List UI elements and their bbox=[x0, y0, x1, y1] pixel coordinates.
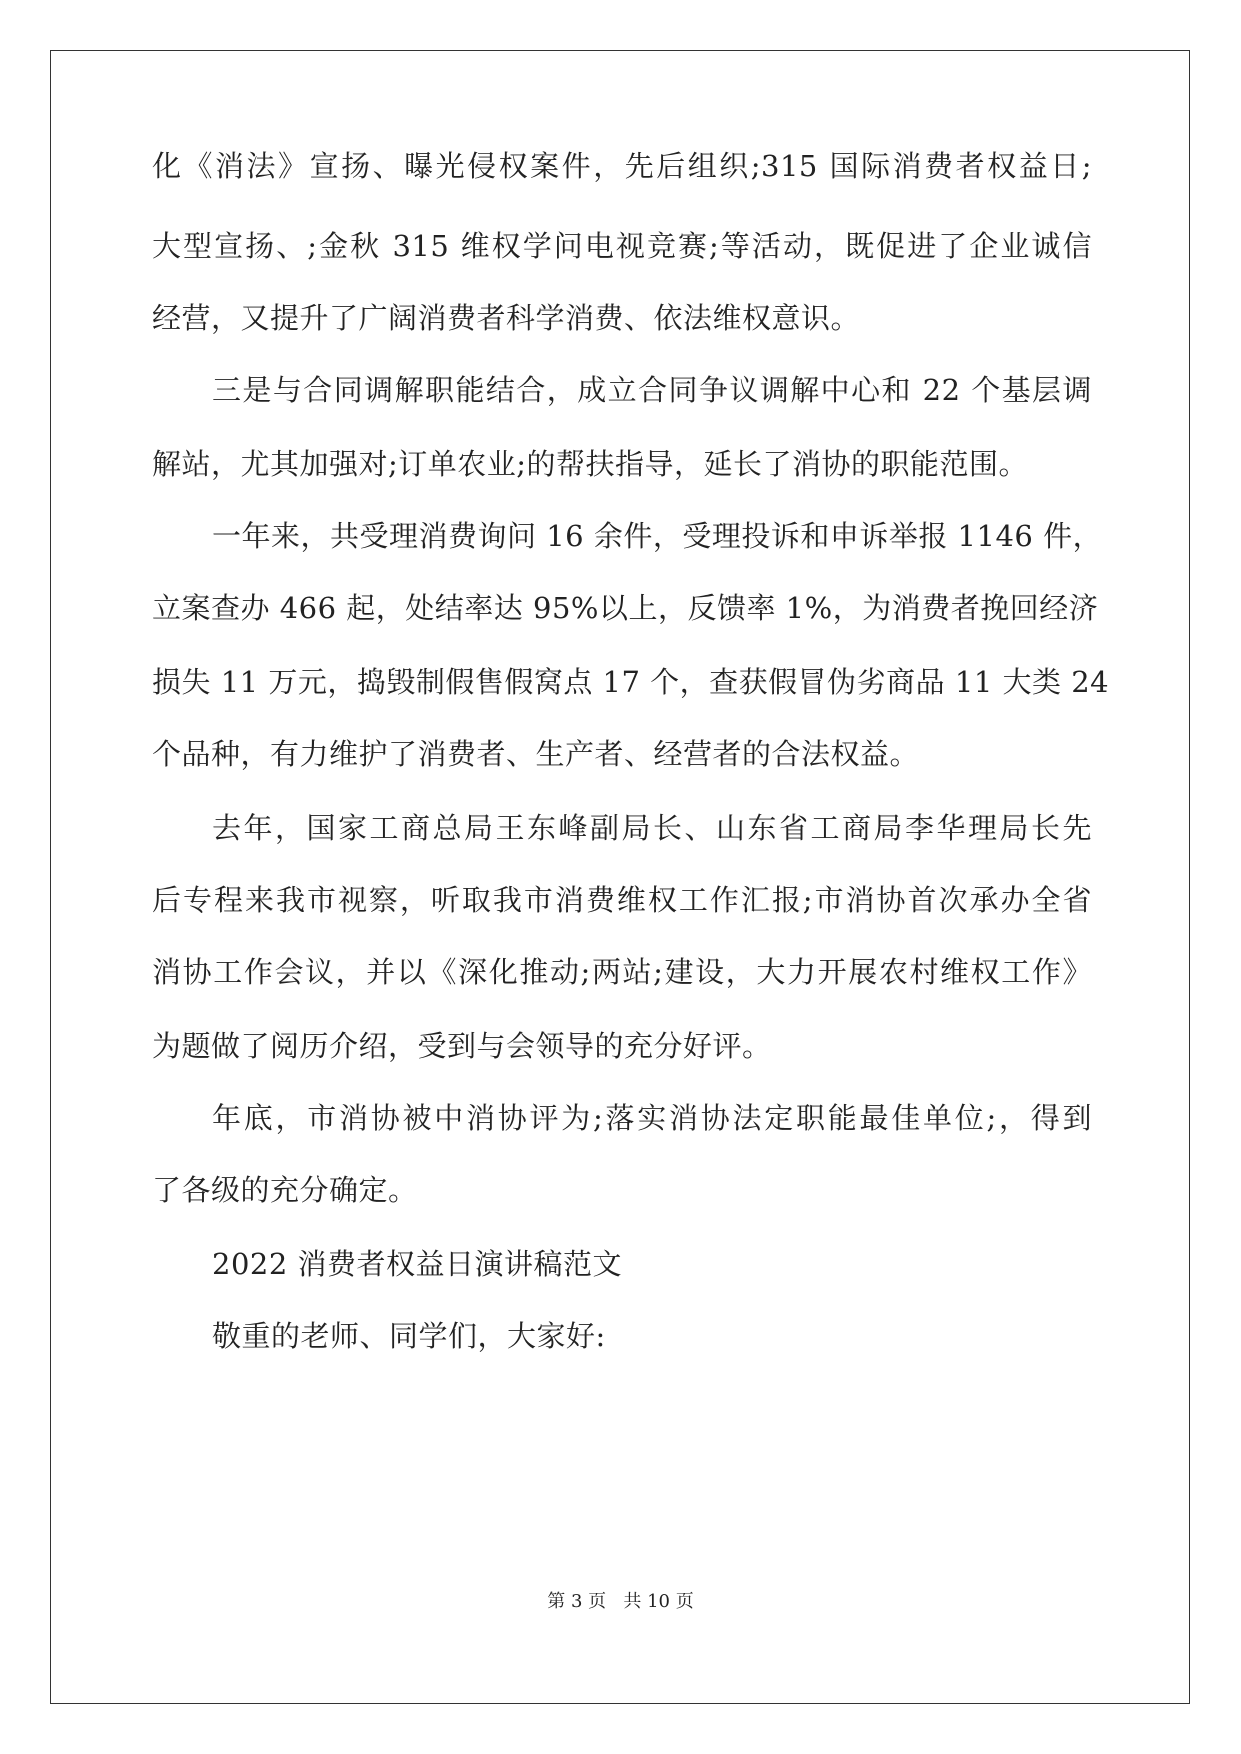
text-line-2: 大型宣扬、;金秋 315 维权学问电视竞赛;等活动，既促进了企业诚信 bbox=[152, 229, 1092, 263]
speech-greeting: 敬重的老师、同学们，大家好: bbox=[212, 1319, 606, 1353]
text-line-11: 后专程来我市视察，听取我市消费维权工作汇报;市消协首次承办全省 bbox=[152, 883, 1092, 917]
text-line-9: 个品种，有力维护了消费者、生产者、经营者的合法权益。 bbox=[152, 737, 920, 771]
text-line-14: 年底，市消协被中消协评为;落实消协法定职能最佳单位;，得到 bbox=[212, 1101, 1092, 1135]
text-line-1: 化《消法》宣扬、曝光侵权案件，先后组织;315 国际消费者权益日; bbox=[152, 149, 1092, 183]
text-line-6: 一年来，共受理消费询问 16 余件，受理投诉和申诉举报 1146 件， bbox=[212, 519, 1103, 553]
text-line-4: 三是与合同调解职能结合，成立合同争议调解中心和 22 个基层调 bbox=[212, 373, 1092, 407]
speech-title: 2022 消费者权益日演讲稿范文 bbox=[212, 1247, 623, 1281]
text-line-12: 消协工作会议，并以《深化推动;两站;建设，大力开展农村维权工作》 bbox=[152, 955, 1092, 989]
text-line-7: 立案查办 466 起，处结率达 95%以上，反馈率 1%，为消费者挽回经济 bbox=[152, 591, 1099, 625]
text-line-10: 去年，国家工商总局王东峰副局长、山东省工商局李华理局长先 bbox=[212, 811, 1092, 845]
text-line-3: 经营，又提升了广阔消费者科学消费、依法维权意识。 bbox=[152, 301, 861, 335]
text-line-13: 为题做了阅历介绍，受到与会领导的充分好评。 bbox=[152, 1029, 772, 1063]
text-line-8: 损失 11 万元，捣毁制假售假窝点 17 个，查获假冒伪劣商品 11 大类 24 bbox=[152, 665, 1110, 699]
page-number: 第 3 页 共 10 页 bbox=[547, 1591, 694, 1612]
text-line-15: 了各级的充分确定。 bbox=[152, 1173, 418, 1207]
text-line-5: 解站，尤其加强对;订单农业;的帮扶指导，延长了消协的职能范围。 bbox=[152, 447, 1029, 481]
page-border bbox=[50, 50, 1190, 1704]
